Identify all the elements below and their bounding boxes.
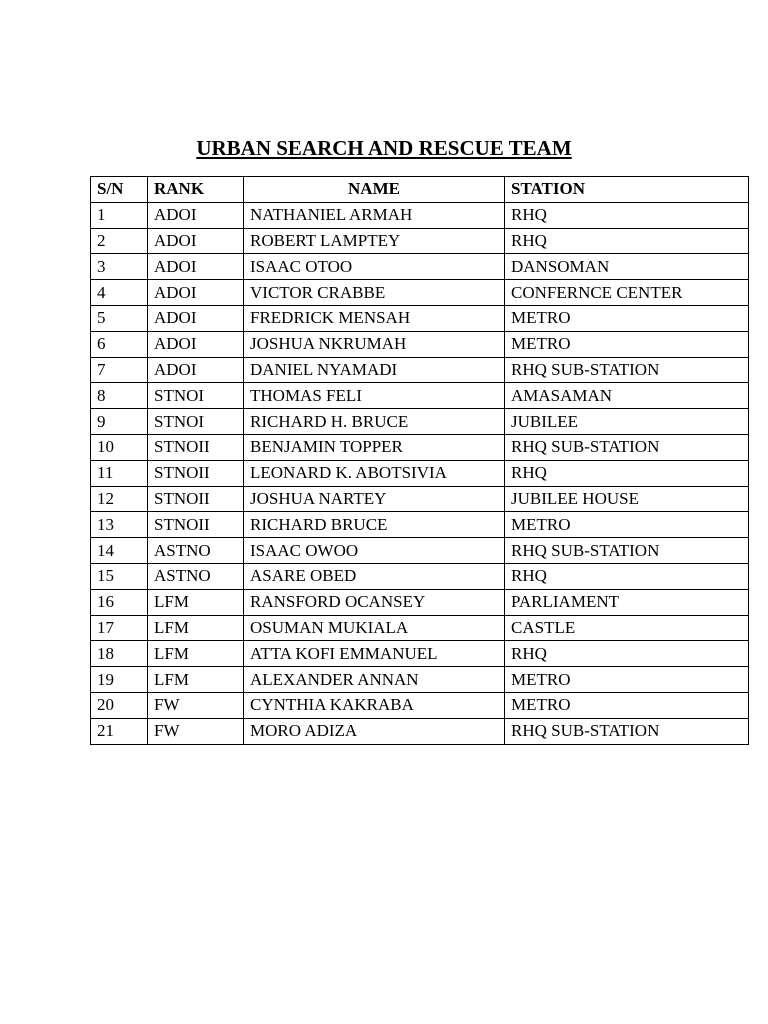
cell-sn: 14 — [91, 538, 148, 564]
table-row — [91, 280, 749, 306]
cell-rank: STNOII — [148, 460, 244, 486]
table-body — [91, 202, 749, 744]
cell-rank: FW — [148, 718, 244, 744]
cell-name: DANIEL NYAMADI — [244, 357, 505, 383]
team-roster-table — [90, 176, 749, 745]
title-container — [182, 134, 586, 162]
cell-station: RHQ — [505, 202, 749, 228]
cell-name: CYNTHIA KAKRABA — [244, 692, 505, 718]
cell-station: RHQ — [505, 228, 749, 254]
cell-station: CONFERNCE CENTER — [505, 280, 749, 306]
cell-station: METRO — [505, 305, 749, 331]
cell-sn: 17 — [91, 615, 148, 641]
cell-station: RHQ — [505, 460, 749, 486]
cell-sn: 6 — [91, 331, 148, 357]
cell-name: JOSHUA NARTEY — [244, 486, 505, 512]
cell-name: VICTOR CRABBE — [244, 280, 505, 306]
cell-station: PARLIAMENT — [505, 589, 749, 615]
cell-sn: 12 — [91, 486, 148, 512]
cell-rank: ASTNO — [148, 538, 244, 564]
cell-name: RICHARD BRUCE — [244, 512, 505, 538]
header-name: NAME — [244, 177, 505, 203]
cell-name: MORO ADIZA — [244, 718, 505, 744]
cell-station: JUBILEE — [505, 409, 749, 435]
cell-name: ALEXANDER ANNAN — [244, 667, 505, 693]
cell-name: NATHANIEL ARMAH — [244, 202, 505, 228]
cell-rank: LFM — [148, 589, 244, 615]
table-row — [91, 383, 749, 409]
cell-rank: STNOI — [148, 383, 244, 409]
table-row — [91, 538, 749, 564]
cell-name: FREDRICK MENSAH — [244, 305, 505, 331]
cell-sn: 11 — [91, 460, 148, 486]
cell-rank: ADOI — [148, 280, 244, 306]
header-row — [91, 177, 749, 203]
cell-rank: ASTNO — [148, 563, 244, 589]
cell-station: DANSOMAN — [505, 254, 749, 280]
table-row — [91, 409, 749, 435]
cell-name: JOSHUA NKRUMAH — [244, 331, 505, 357]
cell-rank: ADOI — [148, 305, 244, 331]
header-sn: S/N — [91, 177, 148, 203]
cell-rank: ADOI — [148, 202, 244, 228]
cell-rank: ADOI — [148, 254, 244, 280]
cell-rank: ADOI — [148, 228, 244, 254]
cell-rank: FW — [148, 692, 244, 718]
cell-name: RANSFORD OCANSEY — [244, 589, 505, 615]
cell-sn: 21 — [91, 718, 148, 744]
table-row — [91, 563, 749, 589]
cell-name: OSUMAN MUKIALA — [244, 615, 505, 641]
cell-station: RHQ SUB-STATION — [505, 718, 749, 744]
cell-name: ISAAC OWOO — [244, 538, 505, 564]
cell-name: ISAAC OTOO — [244, 254, 505, 280]
cell-rank: STNOII — [148, 434, 244, 460]
table-row — [91, 641, 749, 667]
cell-station: AMASAMAN — [505, 383, 749, 409]
cell-sn: 20 — [91, 692, 148, 718]
cell-sn: 9 — [91, 409, 148, 435]
cell-station: JUBILEE HOUSE — [505, 486, 749, 512]
cell-rank: STNOII — [148, 512, 244, 538]
cell-name: RICHARD H. BRUCE — [244, 409, 505, 435]
cell-sn: 13 — [91, 512, 148, 538]
table-row — [91, 589, 749, 615]
table-row — [91, 718, 749, 744]
cell-rank: ADOI — [148, 331, 244, 357]
table-row — [91, 692, 749, 718]
cell-sn: 10 — [91, 434, 148, 460]
cell-sn: 7 — [91, 357, 148, 383]
cell-sn: 3 — [91, 254, 148, 280]
cell-sn: 4 — [91, 280, 148, 306]
cell-station: RHQ SUB-STATION — [505, 357, 749, 383]
cell-station: RHQ SUB-STATION — [505, 538, 749, 564]
cell-station: METRO — [505, 692, 749, 718]
cell-sn: 18 — [91, 641, 148, 667]
document-title: URBAN SEARCH AND RESCUE TEAM — [196, 136, 572, 160]
table-row — [91, 615, 749, 641]
cell-name: ASARE OBED — [244, 563, 505, 589]
cell-sn: 5 — [91, 305, 148, 331]
cell-rank: LFM — [148, 615, 244, 641]
cell-rank: ADOI — [148, 357, 244, 383]
cell-rank: LFM — [148, 667, 244, 693]
table-row — [91, 331, 749, 357]
table-row — [91, 434, 749, 460]
cell-name: ROBERT LAMPTEY — [244, 228, 505, 254]
cell-rank: LFM — [148, 641, 244, 667]
cell-name: THOMAS FELI — [244, 383, 505, 409]
cell-sn: 8 — [91, 383, 148, 409]
table-row — [91, 254, 749, 280]
cell-station: RHQ — [505, 563, 749, 589]
cell-station: CASTLE — [505, 615, 749, 641]
cell-station: METRO — [505, 512, 749, 538]
table-row — [91, 512, 749, 538]
cell-sn: 15 — [91, 563, 148, 589]
cell-sn: 19 — [91, 667, 148, 693]
header-station: STATION — [505, 177, 749, 203]
cell-rank: STNOI — [148, 409, 244, 435]
table-row — [91, 305, 749, 331]
cell-station: RHQ — [505, 641, 749, 667]
cell-sn: 1 — [91, 202, 148, 228]
table-row — [91, 460, 749, 486]
cell-name: LEONARD K. ABOTSIVIA — [244, 460, 505, 486]
cell-name: BENJAMIN TOPPER — [244, 434, 505, 460]
cell-name: ATTA KOFI EMMANUEL — [244, 641, 505, 667]
cell-station: RHQ SUB-STATION — [505, 434, 749, 460]
cell-sn: 16 — [91, 589, 148, 615]
table-row — [91, 486, 749, 512]
table-header — [91, 177, 749, 203]
cell-sn: 2 — [91, 228, 148, 254]
table-row — [91, 357, 749, 383]
table-row — [91, 202, 749, 228]
table-row — [91, 667, 749, 693]
cell-station: METRO — [505, 667, 749, 693]
cell-station: METRO — [505, 331, 749, 357]
table-row — [91, 228, 749, 254]
cell-rank: STNOII — [148, 486, 244, 512]
header-rank: RANK — [148, 177, 244, 203]
